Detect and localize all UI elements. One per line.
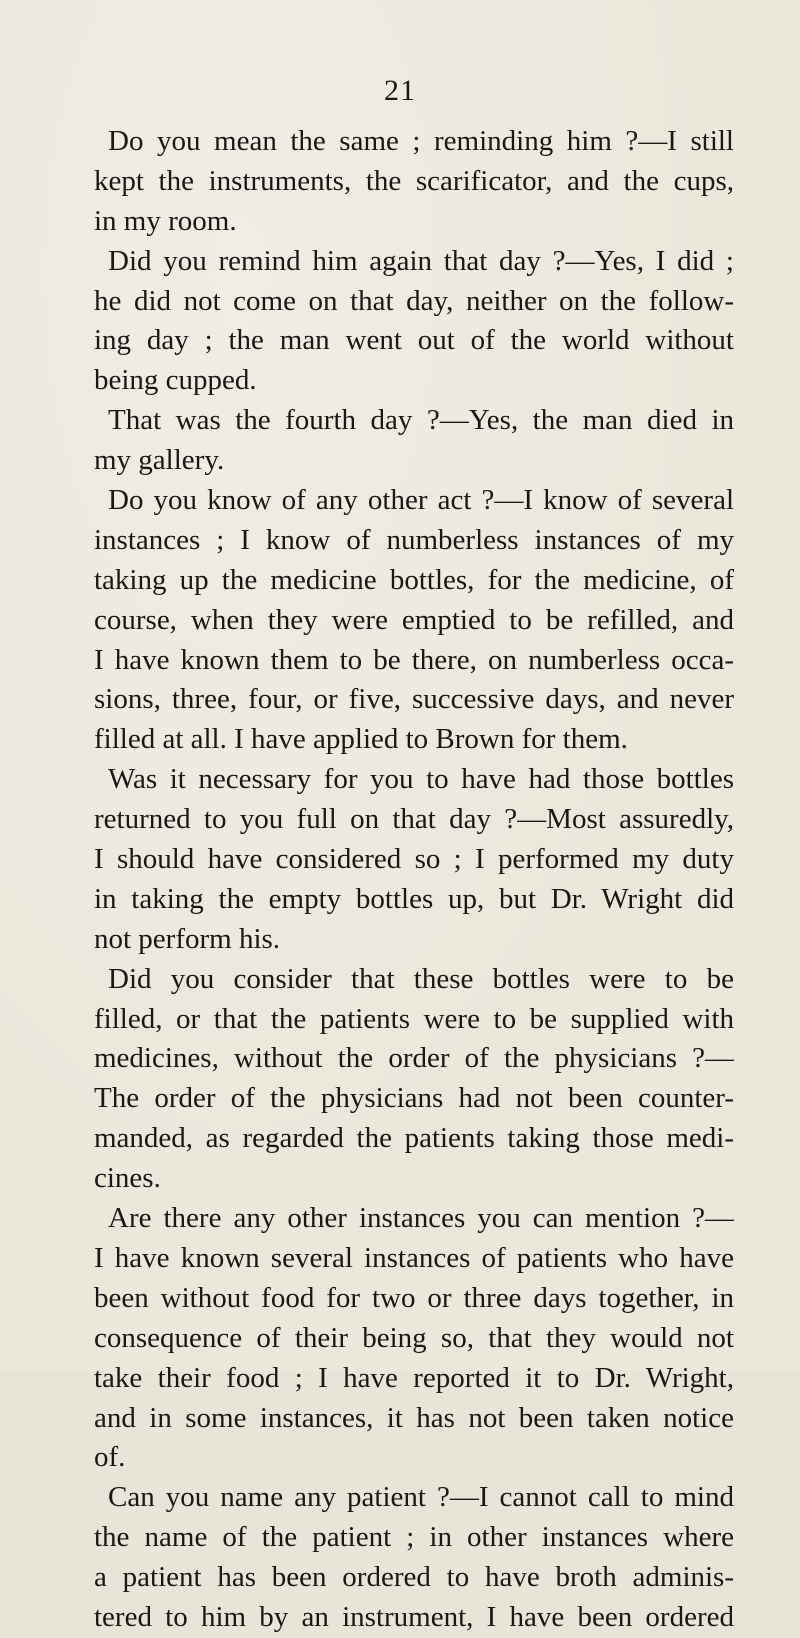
text-line: in taking the empty bottles up, but Dr. Wright did: [94, 882, 734, 915]
text-line: filled at all. I have applied to Brown for them.: [94, 723, 628, 756]
text-line: manded, as regarded the patients taking those medi-: [94, 1122, 734, 1155]
text-line: Did you remind him again that day ?—Yes, I did ;: [108, 244, 734, 277]
text-line: The order of the physicians had not been counter-: [94, 1082, 734, 1115]
text-line: not perform his.: [94, 922, 281, 955]
text-line: Can you name any patient ?—I cannot call to mind: [108, 1481, 734, 1514]
text-line: my gallery.: [94, 444, 225, 477]
text-line: I have known them to be there, on numberless occa-: [94, 643, 734, 676]
text-line: cines.: [94, 1162, 161, 1195]
text-line: tered to him by an instrument, I have been ordered: [94, 1600, 734, 1633]
body-text: [94, 122, 734, 1638]
text-line: Do you know of any other act ?—I know of several: [108, 484, 734, 517]
text-line: That was the fourth day ?—Yes, the man died in: [108, 404, 734, 437]
text-line: been without food for two or three days together, in: [94, 1281, 734, 1314]
text-line: instances ; I know of numberless instances of my: [94, 523, 734, 556]
text-line: being cupped.: [94, 364, 257, 397]
text-line: Was it necessary for you to have had those bottles: [108, 763, 734, 796]
text-line: returned to you full on that day ?—Most assuredly,: [94, 803, 734, 836]
text-line: a patient has been ordered to have broth adminis-: [94, 1561, 734, 1594]
text-line: Are there any other instances you can mention ?—: [108, 1202, 734, 1235]
text-line: in my room.: [94, 204, 237, 237]
text-line: sions, three, four, or five, successive days, and never: [94, 683, 734, 716]
text-line: and in some instances, it has not been taken notice: [94, 1401, 734, 1434]
text-line: kept the instruments, the scarificator, and the cups,: [94, 164, 734, 197]
page-number: 21: [384, 74, 416, 107]
text-line: take their food ; I have reported it to Dr. Wright,: [94, 1361, 734, 1394]
text-line: of.: [94, 1441, 126, 1474]
text-line: Did you consider that these bottles were to be: [108, 962, 734, 995]
text-line: the name of the patient ; in other instances where: [94, 1521, 734, 1554]
text-line: filled, or that the patients were to be supplied with: [94, 1002, 734, 1035]
text-line: ing day ; the man went out of the world without: [94, 324, 734, 357]
text-line: course, when they were emptied to be refilled, and: [94, 603, 734, 636]
text-line: medicines, without the order of the physicians ?—: [94, 1042, 734, 1075]
text-line: consequence of their being so, that they would not: [94, 1321, 734, 1354]
text-line: I have known several instances of patients who have: [94, 1241, 734, 1274]
text-line: he did not come on that day, neither on the follow-: [94, 284, 734, 317]
text-line: I should have considered so ; I performed my duty: [94, 843, 734, 876]
text-line: taking up the medicine bottles, for the medicine, of: [94, 563, 734, 596]
text-line: Do you mean the same ; reminding him ?—I still: [108, 125, 734, 157]
